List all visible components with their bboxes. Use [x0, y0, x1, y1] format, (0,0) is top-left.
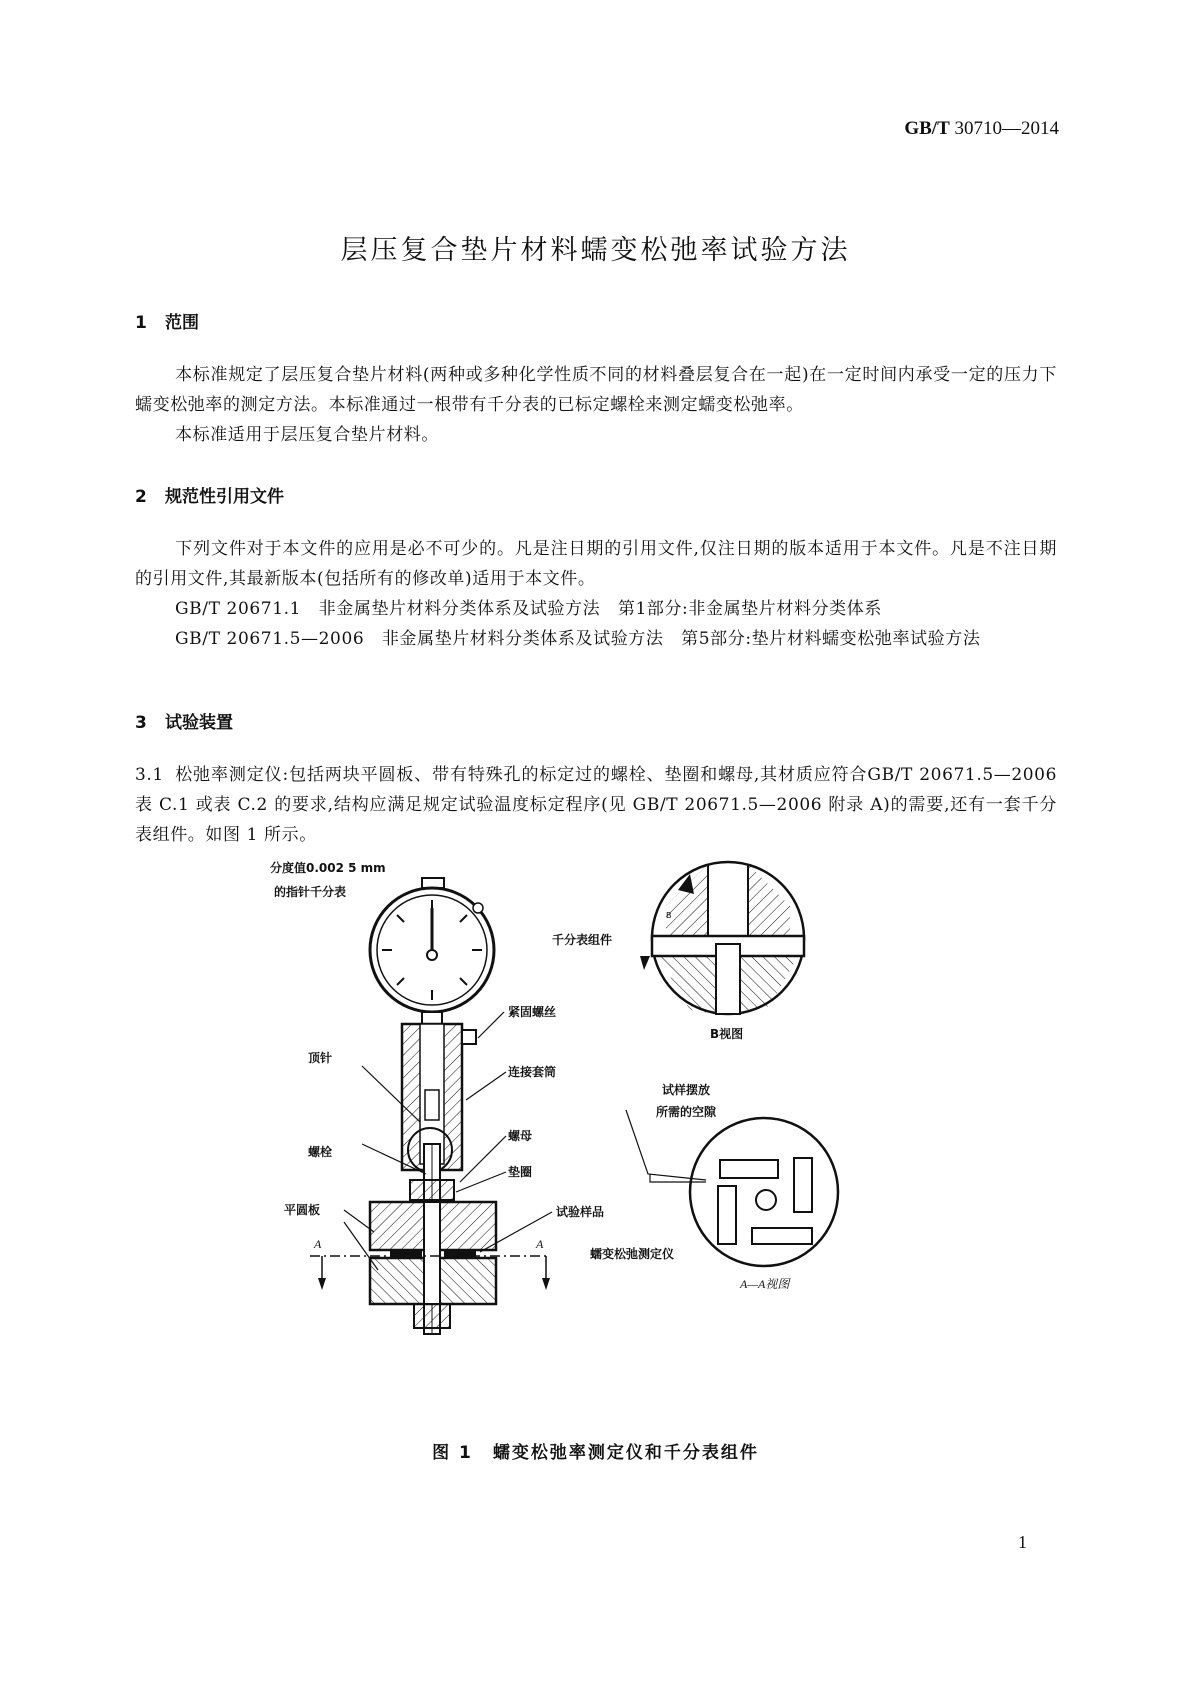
dial-gauge-drawing	[370, 878, 494, 1024]
label-dial-gauge-2: 的指针千分表	[274, 885, 347, 899]
label-gauge-assembly: 千分表组件	[552, 933, 613, 947]
section-2-heading: 2 规范性引用文件	[135, 487, 284, 507]
section-3-heading: 3 试验装置	[135, 713, 233, 733]
section-1-paragraph-1: 本标准规定了层压复合垫片材料(两种或多种化学性质不同的材料叠层复合在一起)在一定时间内承受一定的压力下蠕变松弛率的测定方法。本标准通过一根带有千分表的已标定螺栓来测定蠕变松弛率。	[135, 365, 1057, 415]
label-gap-1: 试样摆放	[662, 1083, 711, 1097]
label-bolt: 螺栓	[308, 1145, 333, 1159]
label-set-screw: 紧固螺丝	[508, 1005, 557, 1019]
label-creep-device: 蠕变松弛测定仪	[590, 1247, 675, 1261]
page-title: 层压复合垫片材料蠕变松弛率试验方法	[340, 235, 851, 266]
reference-2: GB/T 20671.5—2006 非金属垫片材料分类体系及试验方法 第5部分:垫片材料蠕变松弛率试验方法	[175, 629, 981, 649]
label-b-view: B视图	[710, 1027, 744, 1041]
label-aa-view: A—A视图	[740, 1277, 790, 1291]
figure-1	[270, 860, 930, 1380]
b-view-drawing	[640, 862, 804, 1014]
label-sleeve: 连接套筒	[508, 1065, 557, 1079]
label-section-a-left: A	[314, 1237, 322, 1251]
label-sample: 试验样品	[556, 1205, 605, 1219]
label-dial-gauge-1: 分度值0.002 5 mm	[270, 861, 386, 875]
label-nut: 螺母	[508, 1129, 533, 1143]
label-ejector-pin: 顶针	[308, 1051, 333, 1065]
standard-code: GB/T 30710—2014	[904, 118, 1059, 139]
section-2-paragraph-1: 下列文件对于本文件的应用是必不可少的。凡是注日期的引用文件,仅注日期的版本适用于本文件。凡是不注日期的引用文件,其最新版本(包括所有的修改单)适用于本文件。	[135, 539, 1057, 589]
page-number: 1	[1018, 1532, 1027, 1552]
label-flat-plate: 平圆板	[284, 1203, 321, 1217]
figure-caption: 图 1 蠕变松弛率测定仪和千分表组件	[432, 1443, 759, 1463]
reference-1: GB/T 20671.1 非金属垫片材料分类体系及试验方法 第1部分:非金属垫片材料分类体系	[175, 599, 882, 619]
label-section-a-right: A	[536, 1237, 544, 1251]
flat-plates-drawing	[310, 1202, 550, 1328]
label-gap-2: 所需的空隙	[656, 1105, 717, 1119]
label-washer: 垫圈	[508, 1165, 533, 1179]
label-b-mark: B	[666, 911, 672, 920]
section-1-heading: 1 范围	[135, 313, 199, 333]
section-3-1-paragraph: 3.1 松弛率测定仪:包括两块平圆板、带有特殊孔的标定过的螺栓、垫圈和螺母,其材质应符合GB/T 20671.5—2006 表 C.1 或表 C.2 的要求,结构应满足规定试验温度标定程序(见 GB/T 20671.5—2006 附录 A)的需要,还有一套千分表组件。如图 1 所示。	[135, 765, 1057, 845]
section-1-paragraph-2: 本标准适用于层压复合垫片材料。	[175, 425, 439, 445]
a-a-view-drawing	[626, 1110, 838, 1266]
